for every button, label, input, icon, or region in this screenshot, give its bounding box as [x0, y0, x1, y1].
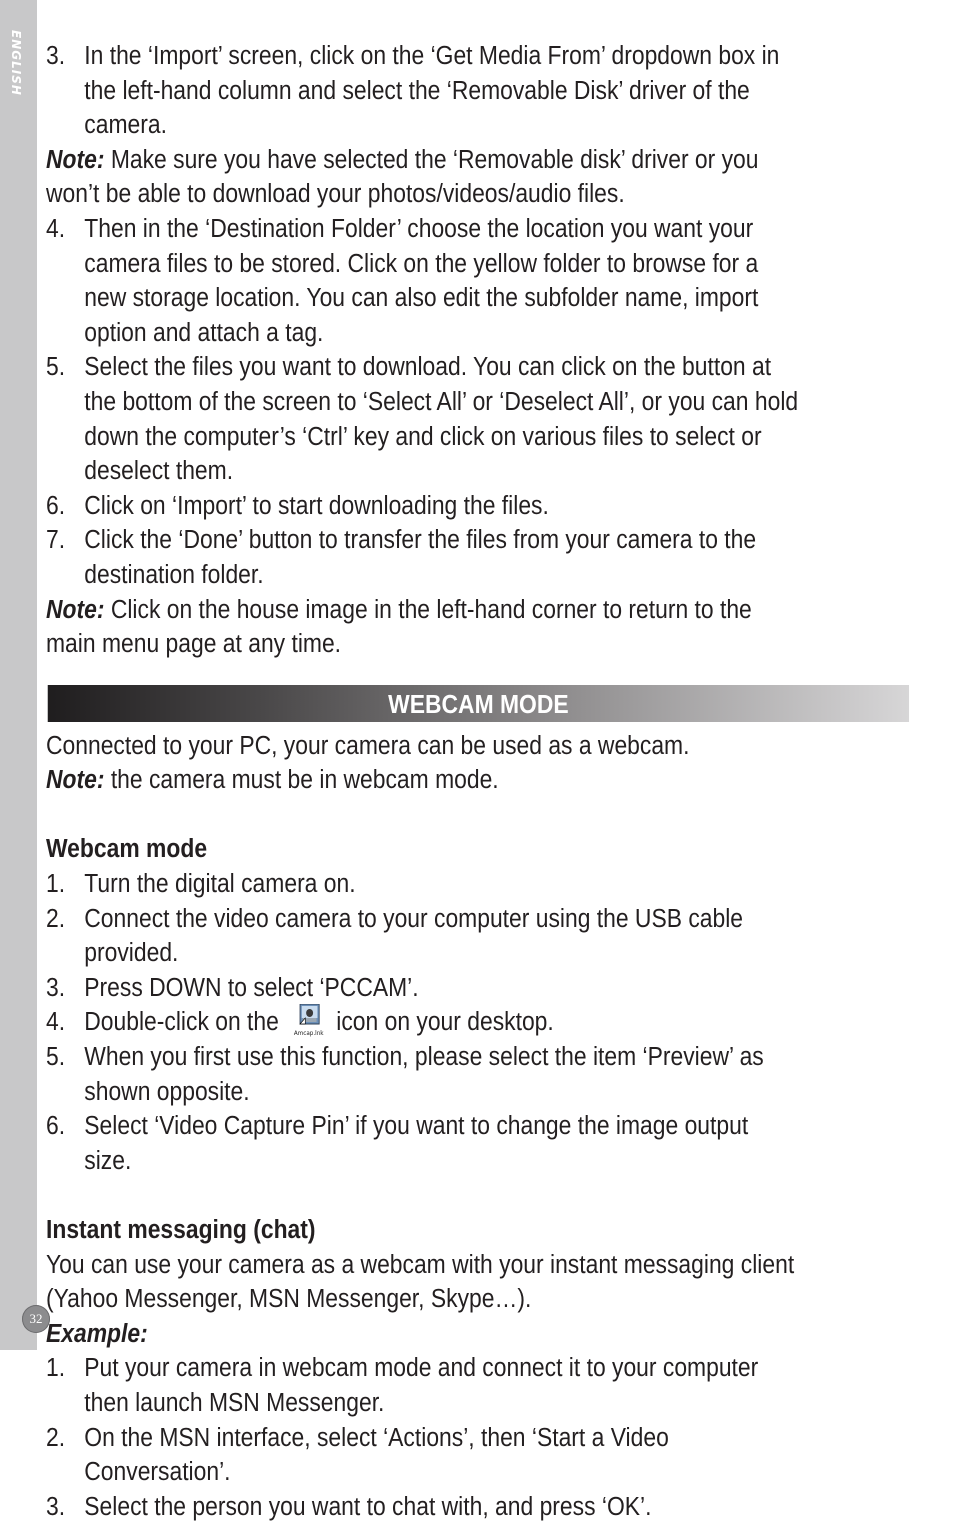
amcap-shortcut-icon: [289, 1004, 327, 1038]
list-item: [46, 970, 801, 1005]
item-number: 6.: [46, 489, 66, 520]
item-number: 2.: [46, 902, 66, 933]
list-item: [46, 1489, 801, 1523]
note-text: Make sure you have selected the ‘Removable disk’ driver or you won’t be able to download your photos/videos/audio files.: [46, 143, 759, 209]
item-text: Press DOWN to select ‘PCCAM’.: [84, 971, 419, 1002]
section-banner: WEBCAM MODE: [48, 685, 909, 722]
note-label: Note:: [46, 593, 105, 624]
item-text: Then in the ‘Destination Folder’ choose the location you want your camera files to be stored. Click on the yellow folder to browse for a new storage location. You can also edit the subfolder name, import option and attach a tag.: [84, 212, 759, 347]
item-number: 1.: [46, 868, 66, 899]
item-text: Connect the video camera to your computer using the USB cable provided.: [84, 902, 744, 968]
item-number: 2.: [46, 1421, 66, 1452]
icon-caption: Amcap.lnk: [293, 1030, 324, 1038]
spacer: [46, 797, 801, 832]
language-tab: ENGLISH: [9, 30, 23, 96]
note-paragraph: [46, 142, 801, 211]
item-text: In the ‘Import’ screen, click on the ‘Get Media From’ dropdown box in the left-hand column and select the ‘Removable Disk’ driver of the camera.: [84, 40, 780, 140]
item-text: Select the person you want to chat with, and press ‘OK’.: [84, 1490, 652, 1521]
item-number: 7.: [46, 524, 66, 555]
subheading: Instant messaging (chat): [46, 1214, 316, 1244]
sidebar-strip: [0, 0, 37, 1350]
item-number: 3.: [46, 971, 66, 1002]
list-item: [46, 901, 801, 970]
list-item: [46, 1350, 801, 1419]
list-item: [46, 1108, 801, 1177]
list-item: [46, 1420, 801, 1489]
list-item: [46, 349, 801, 487]
list-item: [46, 1039, 801, 1108]
note-paragraph: [46, 762, 801, 797]
item-text: On the MSN interface, select ‘Actions’, then ‘Start a Video Conversation’.: [84, 1421, 669, 1487]
list-item: [46, 38, 801, 142]
item-text: Select the files you want to download. You can click on the button at the bottom of the screen to ‘Select All’ or ‘Deselect All’, or you can hold down the computer’s ‘Ctrl’ key and click on various files to select or deselect them.: [84, 351, 799, 486]
page-number: 32: [22, 1305, 50, 1333]
note-label: Note:: [46, 764, 105, 795]
item-text: Select ‘Video Capture Pin’ if you want to change the image output size.: [84, 1110, 749, 1175]
note-text: the camera must be in webcam mode.: [104, 764, 499, 795]
list-item: [46, 211, 801, 349]
item-number: 3.: [46, 40, 66, 70]
item-number: 5.: [46, 1041, 66, 1072]
item-text: When you first use this function, please select the item ‘Preview’ as shown opposite.: [84, 1041, 764, 1106]
intro-paragraph: Connected to your PC, your camera can be used as a webcam.: [46, 729, 690, 760]
list-item: [46, 488, 801, 523]
item-number: 3.: [46, 1490, 66, 1521]
list-item: [46, 1004, 801, 1039]
note-paragraph: [46, 592, 801, 661]
example-label: Example:: [46, 1317, 148, 1348]
item-text: icon on your desktop.: [336, 1006, 554, 1037]
item-text: Click the ‘Done’ button to transfer the files from your camera to the destination folder.: [84, 524, 757, 589]
item-text: Put your camera in webcam mode and connect it to your computer then launch MSN Messenger.: [84, 1352, 759, 1417]
item-number: 4.: [46, 1006, 66, 1037]
spacer: [46, 1177, 801, 1212]
item-text: Turn the digital camera on.: [84, 868, 356, 899]
note-text: Click on the house image in the left-hand corner to return to the main menu page at any time.: [46, 593, 752, 659]
item-text: Double-click on the: [84, 1006, 279, 1037]
list-item: [46, 866, 801, 901]
item-number: 6.: [46, 1110, 66, 1141]
item-number: 4.: [46, 212, 66, 243]
item-number: 5.: [46, 351, 66, 382]
item-text: Click on ‘Import’ to start downloading the files.: [84, 489, 549, 520]
item-number: 1.: [46, 1352, 66, 1383]
list-item: [46, 522, 801, 591]
intro-paragraph: You can use your camera as a webcam with your instant messaging client (Yahoo Messenger, MSN Messenger, Skype…).: [46, 1248, 795, 1314]
note-label: Note:: [46, 143, 105, 174]
page-content: [46, 38, 801, 1523]
subheading: Webcam mode: [46, 833, 208, 864]
